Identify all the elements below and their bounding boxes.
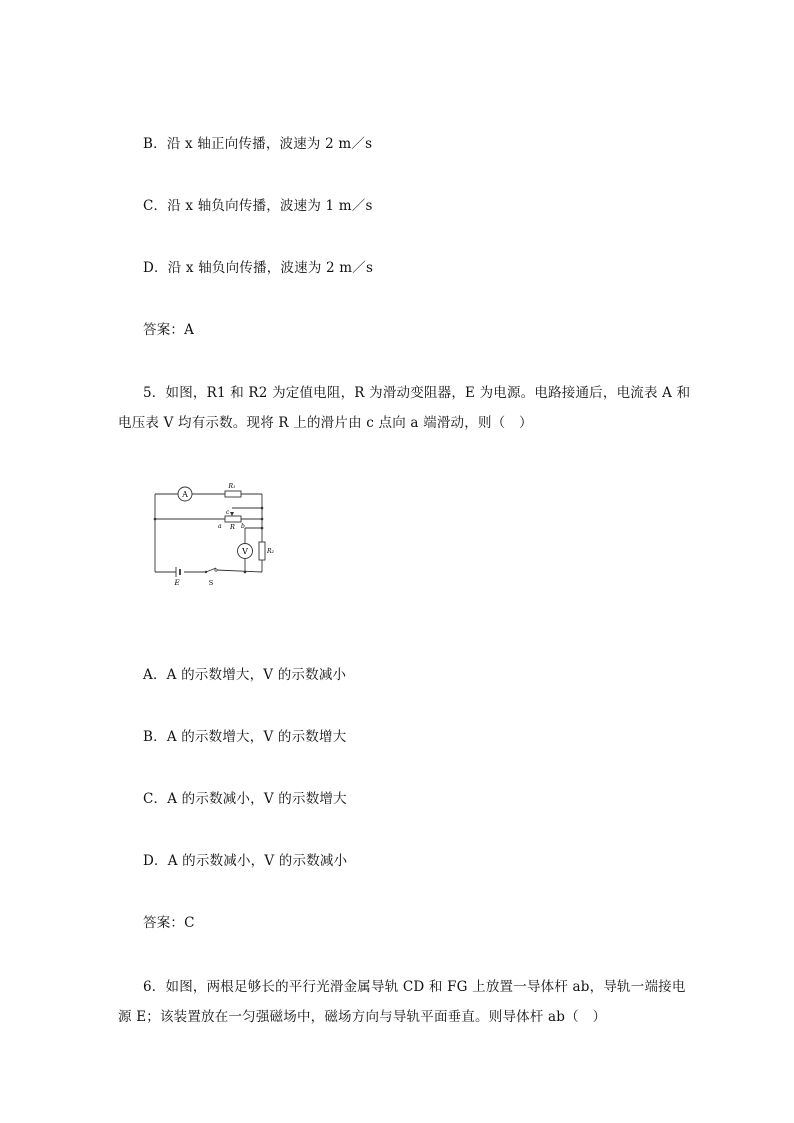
question-5-line-2: 电压表 V 均有示数。现将 R 上的滑片由 c 点向 a 端滑动，则（ ） (118, 415, 533, 431)
q5-option-a: A．A 的示数增大，V 的示数减小 (143, 667, 347, 683)
question-6-line-1: 6．如图，两根足够长的平行光滑金属导轨 CD 和 FG 上放置一导体杆 ab，导轨一端接电 (143, 979, 686, 995)
answer: 答案：A (143, 322, 195, 338)
r1-resistor (225, 491, 241, 497)
q5-answer: 答案：C (143, 915, 195, 931)
option-b: B．沿 x 轴正向传播，波速为 2 m／s (143, 136, 373, 152)
label-b: b (241, 523, 245, 530)
label-a: a (218, 523, 222, 530)
label-s: S (208, 579, 214, 587)
q5-option-b: B．A 的示数增大，V 的示数增大 (143, 729, 347, 745)
option-d: D．沿 x 轴负向传播，波速为 2 m／s (143, 260, 374, 276)
r2-label: R₂ (267, 548, 274, 555)
label-r: R (230, 523, 235, 531)
q5-option-d: D．A 的示数减小，V 的示数减小 (143, 853, 348, 869)
switch-contact (215, 569, 217, 571)
ammeter-label: A (182, 490, 188, 499)
voltmeter-label: V (242, 547, 248, 556)
q5-option-c: C．A 的示数减小，V 的示数增大 (143, 791, 347, 807)
label-e: E (174, 579, 180, 587)
question-5-line-1: 5．如图，R1 和 R2 为定值电阻，R 为滑动变阻器，E 为电源。电路接通后，电流表 A 和 (143, 385, 691, 401)
label-c: c (226, 509, 230, 516)
r1-label: R₁ (228, 483, 236, 490)
r2-resistor (259, 542, 265, 560)
switch-pivot (205, 571, 207, 573)
option-c: C．沿 x 轴负向传播，波速为 1 m／s (143, 198, 373, 214)
question-6-line-2: 源 E；该装置放在一匀强磁场中，磁场方向与导轨平面垂直。则导体杆 ab（ ） (118, 1009, 607, 1025)
circuit-diagram (150, 478, 274, 588)
slider-arrow-icon (230, 512, 234, 516)
rheostat (225, 516, 241, 522)
